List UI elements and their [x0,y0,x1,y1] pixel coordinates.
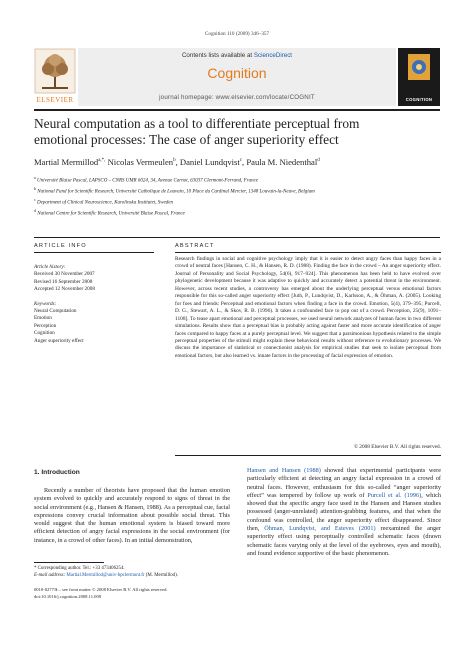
cover-art-icon [398,48,440,92]
journal-cover-image [398,48,440,106]
journal-title: Cognition [207,65,267,81]
author: Daniel Lundqvist$^c$, [179,157,245,167]
revised-date: Revised 16 September 2008 [34,278,93,285]
keywords-label: Keywords: [34,300,57,307]
header-rule [34,237,440,238]
email-link[interactable]: Martial.Mermillod@univ-bpclermont.fr [66,573,145,578]
citation-link[interactable]: Hansen and Hansen (1988) [247,467,321,474]
author: Nicolas Vermeulen$^b$, [107,157,178,167]
history-label: Article history: [34,264,66,270]
publisher-name: ELSEVIER [36,96,74,104]
contents-prefix: Contents lists available at [181,52,254,59]
cover-title: COGNITION [405,97,433,102]
copyright: © 2008 Elsevier B.V. All rights reserved. [353,444,441,450]
corresponding-author: * Corresponding author. Tel.: +33 473406254. [34,566,125,571]
author: Paula M. Niedenthal$^d$ [246,157,320,167]
footnotes [34,565,234,579]
keyword: Neural Computation [34,308,77,315]
contents-line [78,52,396,59]
abstract-end-rule [175,455,441,456]
received-date: Received 30 November 2007 [34,271,95,278]
affiliations [34,174,434,218]
title-line-1: Neural computation as a tool to differentiate perceptual from [34,116,360,131]
affiliation: $^a$ Université Blaise Pascal, LAPSCO – CNRS UMR 6024, 34, Avenue Carnot, 63037 Clermont-Ferrand, France [34,175,259,184]
keyword: Anger superiority effect [34,337,84,344]
front-matter-note [34,587,254,601]
masthead-banner [78,48,396,106]
author: Martial Mermillod$^{a,*,}$ [34,157,106,167]
keyword: Perception [34,322,57,329]
author-list [34,157,444,167]
email-line: E-mail address: Martial.Mermillod@univ-bpclermont.fr (M. Mermillod). [34,573,178,578]
article-info-rule [34,252,154,253]
article-info-heading: ARTICLE INFO [34,243,87,249]
article-title [34,116,434,148]
intro-left-column: Recently a number of theorists have proposed that the human emotion system evolved to quickly and accurately respond to signs of threat in the social environment (e.g., Hansen & Hansen, 1988). As a perceptual cue, facial expressions convey crucial information about possible social threat. This would suggest that the human emotional system is biased toward more efficient detection of angry facial expressions in the social environment (for instance, in a crowd of other faces). In an initial demonstration, [34,487,230,544]
abstract-heading: ABSTRACT [175,243,215,249]
accepted-date: Accepted 12 November 2008 [34,286,95,293]
keyword: Emotion [34,315,52,322]
affiliation: $^b$ National Fund for Scientific Research, Université Catholique de Louvain, 10 Place du Cardinal Mercier, 1348 Louvain-la-Neuve, Belgium [34,186,315,195]
abstract-text: Research findings in social and cognitive psychology imply that it is easier to detect angry faces than happy faces in a crowd of neutral faces [Hansen, C. H., & Hansen, R. D. (1988). Finding the face in the crowd – An anger superiority effect. Journal of Personality and Social Psychology, 54(6), 917–924]. This phenomenon has been held to have evolved over phylogenetic development because it was adaptive to quickly and accurately detect a potential threat in the environment. However, across recent studies, a controversy has emerged about the underlying perceptual versus emotional factors responsible for this so-called anger superiority effect [Juth, P., Lundqvist, D., Karlsson, A., & Öhman, A. (2005). Looking for foes and friends: Perceptual and emotional factors when finding a face in the crowd. Emotion, 5(4), 379–395; Purcell, D. G., Stewart, A. L., & Skov, R. B. (1996). It takes a confounded face to pop out of a crowd. Perception, 25(9), 1091–1108]. To tease apart emotional and perceptual processes, we used neural network analyzes of human faces in two different simulations. Results show that a perceptual bias is probably acting against faster and more accurate identification of anger faces compared to happy faces at a purely perceptual level. We suggest that a parsimonious hypothesis related to the simple perceptual properties of the stimuli might explain these behavioral results without reference to evolutionary processes. We discuss the importance of statistical or connectionist analysis for empirical studies that seek to isolate perceptual from emotional factors, but also learned vs. innate factors in the processing of facial expression of emotion. [175,256,441,359]
affiliation: $^c$ Department of Clinical Neuroscience, Karolinska Institutet, Sweden [34,197,174,206]
affiliation: $^d$ National Centre for Scientific Research, Université Blaise Pascal, France [34,208,185,217]
running-head: Cognition 110 (2009) 346–357 [204,31,270,37]
section-heading: 1. Introduction [34,469,80,476]
elsevier-logo [34,48,76,106]
title-line-2: emotional processes: The case of anger superiority effect [34,132,339,147]
article-info [34,264,134,345]
citation-link[interactable]: Öhman, Lundqvist, and Esteves (2001) [264,525,376,533]
journal-homepage[interactable]: journal homepage: www.elsevier.com/locate/COGNIT [159,94,315,101]
sciencedirect-link[interactable]: ScienceDirect [253,52,293,59]
journal-masthead [34,48,440,106]
masthead-rule [34,109,440,111]
keyword: Cognition [34,330,55,337]
issn-line: 0010-0277/$ – see front matter © 2008 Elsevier B.V. All rights reserved. [34,587,168,592]
intro-right-column: Hansen and Hansen (1988) showed that experimental participants were particularly efficient at detecting an angry facial expression in a crowd of neutral faces. However, enthusiasm for this so-called “anger superiority effect” was tempered by follow up work of Purcell et al. (1996), which showed that the specific angry face used in the Hansen and Hansen studies possessed (anger-unrelated) attention-grabbing features, and that when the confound was controlled, the anger superiority effect disappeared. Since then, Öhman, Lundqvist, and Esteves (2001) reexamined the anger superiority effect using perceptually controlled schematic faces (drawn schematic faces varying only at the level of the eyebrows, eyes and mouth), and found evidence supportive of the basic phenomenon. [247,467,441,557]
elsevier-tree-icon [34,48,76,94]
citation-link[interactable]: Purcell et al. (1996) [367,491,422,499]
abstract-rule [175,252,441,253]
doi-line[interactable]: doi:10.1016/j.cognition.2008.11.009 [34,593,102,599]
footnote-rule [34,562,104,563]
